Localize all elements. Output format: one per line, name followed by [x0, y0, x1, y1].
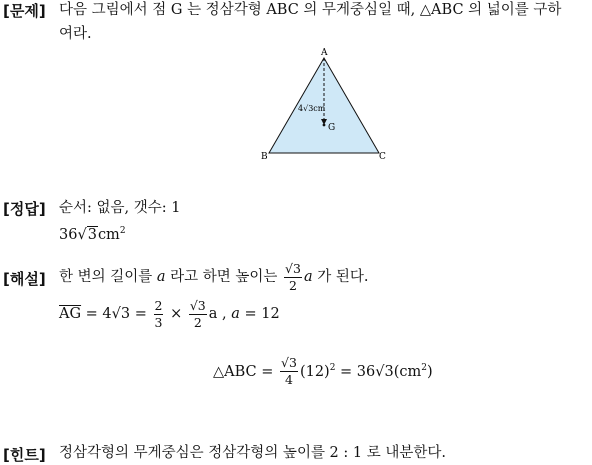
- problem-line-2: 여라.: [59, 26, 92, 42]
- answer-exp: 2: [119, 226, 126, 236]
- eq3-close: ): [426, 363, 433, 380]
- answer-coef: 36: [59, 226, 78, 243]
- label-g: G: [328, 123, 336, 133]
- fraction-two-thirds: [154, 299, 164, 330]
- eq2-tail: a ,: [208, 306, 232, 322]
- solution-line-1: [59, 260, 368, 294]
- segment-ag: $\overline{AG}$: [59, 306, 82, 322]
- hint-tag: [힌트]: [3, 446, 46, 464]
- fraction-two-thirds-num: 2: [154, 297, 163, 313]
- height-fraction: [284, 262, 302, 293]
- answer-sqrt: √3: [77, 226, 97, 243]
- hint-text: 정삼각형의 무게중심은 정삼각형의 높이를 2 : 1 로 내분한다.: [59, 445, 446, 461]
- label-a: A: [321, 48, 328, 58]
- answer-tag: [정답]: [3, 200, 46, 218]
- times-sign: ×: [170, 306, 183, 322]
- solution-var-a: a: [156, 269, 166, 285]
- fraction-root3-over-4: [280, 356, 298, 387]
- height-fraction-num: √3: [285, 260, 301, 276]
- solution-equation-3: [213, 350, 433, 390]
- fraction-root3-num: √3: [189, 297, 206, 313]
- answer-value: [59, 222, 126, 244]
- point-g: [323, 124, 326, 127]
- answer-meta: 순서: 없음, 갯수: 1: [59, 200, 181, 216]
- solution-text-b: 라고 하면 높이는: [170, 269, 278, 285]
- fraction-root3-over-2: [189, 299, 207, 330]
- eq3-lhs: △ABC =: [213, 363, 279, 380]
- triangle-figure: [258, 46, 392, 164]
- fraction-two-thirds-den: 3: [154, 314, 163, 330]
- problem-tag: [문제]: [3, 2, 46, 20]
- height-fraction-den: 2: [289, 277, 297, 293]
- eq3-exp: 2: [329, 363, 336, 373]
- eq3-rhs: = 36√3(cm: [335, 363, 422, 380]
- fraction-root3-den: 2: [193, 314, 202, 330]
- fraction-root3-over-4-num: √3: [281, 355, 297, 371]
- fraction-root3-over-4-den: 4: [285, 372, 293, 388]
- solution-text-a: 한 변의 길이를: [59, 269, 153, 285]
- solution-text-c: 가 된다.: [317, 269, 369, 285]
- eq3-exp2: 2: [421, 363, 427, 373]
- eq2-end: = 12: [239, 306, 280, 322]
- eq3-mid: (12): [299, 363, 330, 380]
- eq2-var: a: [231, 306, 240, 322]
- answer-unit: cm: [97, 226, 120, 243]
- solution-equation-2: [59, 296, 280, 332]
- solution-var-a2: a: [303, 269, 313, 285]
- problem-line-1: 다음 그림에서 점 G 는 정삼각형 ABC 의 무게중심일 때, △ABC 의 넓이를 구하: [59, 2, 562, 18]
- solution-tag: [해설]: [3, 270, 46, 288]
- label-length: 4√3cm: [298, 104, 326, 113]
- answer-radicand: 3: [87, 226, 97, 243]
- label-c: C: [379, 152, 386, 162]
- eq2-middle: = 4√3 =: [81, 306, 152, 322]
- label-b: B: [261, 152, 268, 162]
